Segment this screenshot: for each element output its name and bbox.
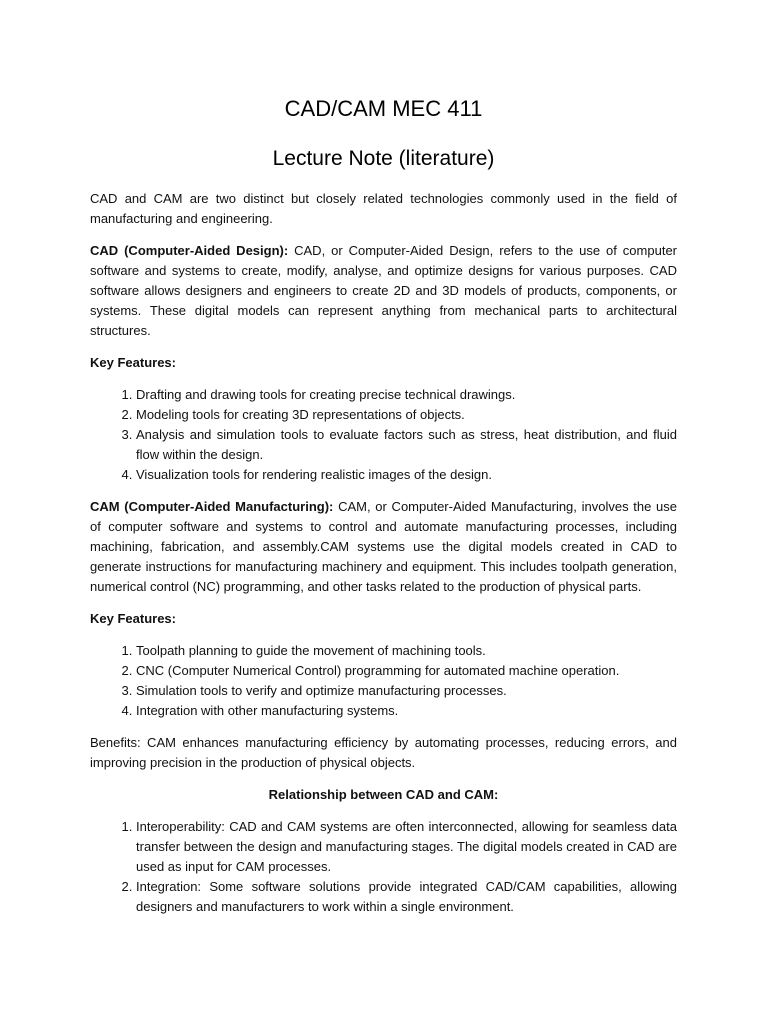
intro-paragraph: CAD and CAM are two distinct but closely related technologies commonly used in the field of manufacturing and engineering. (90, 191, 677, 226)
list-item: 4. Visualization tools for rendering realistic images of the design. (136, 465, 677, 485)
document-page (90, 94, 677, 929)
list-item: 1. Toolpath planning to guide the movement of machining tools. (136, 641, 677, 661)
list-item: 4. Integration with other manufacturing systems. (136, 701, 677, 721)
list-item: 3. Simulation tools to verify and optimize manufacturing processes. (136, 681, 677, 701)
list-item: 1. Drafting and drawing tools for creating precise technical drawings. (136, 385, 677, 405)
cad-body: CAD, or Computer-Aided Design, refers to the use of computer software and systems to create, modify, analyse, and optimize designs for various purposes. CAD software allows designers and engineers to create 2D and 3D models of products, components, or systems. These digital models can represent anything from mechanical parts to architectural structures. (90, 243, 677, 338)
cam-label: CAM (Computer-Aided Manufacturing): (90, 499, 334, 514)
cad-label: CAD (Computer-Aided Design): (90, 243, 289, 258)
list-item: 2. Integration: Some software solutions provide integrated CAD/CAM capabilities, allowing designers and manufacturers to work within a single environment. (136, 877, 677, 917)
cad-key-features-heading: Key Features: (90, 355, 176, 370)
benefits-paragraph: Benefits: CAM enhances manufacturing efficiency by automating processes, reducing errors, and improving precision in the production of physical objects. (90, 735, 677, 770)
list-item: 1. Interoperability: CAD and CAM systems are often interconnected, allowing for seamless data transfer between the design and manufacturing stages. The digital models created in CAD are used as input for CAM processes. (136, 817, 677, 877)
cam-body: CAM, or Computer-Aided Manufacturing, involves the use of computer software and systems to control and automate manufacturing processes, including machining, fabrication, and assembly.CAM systems use the digital models created in CAD to generate instructions for manufacturing machinery and equipment. This includes toolpath generation, numerical control (NC) programming, and other tasks related to the production of physical parts. (90, 499, 677, 594)
list-item: 3. Analysis and simulation tools to evaluate factors such as stress, heat distribution, and fluid flow within the design. (136, 425, 677, 465)
relationship-heading: Relationship between CAD and CAM: (268, 787, 499, 802)
cam-key-features-heading: Key Features: (90, 611, 176, 626)
list-item: 2. Modeling tools for creating 3D representations of objects. (136, 405, 677, 425)
document-title: CAD/CAM MEC 411 (284, 96, 483, 121)
list-item: 2. CNC (Computer Numerical Control) programming for automated machine operation. (136, 661, 677, 681)
cam-features-list (90, 641, 677, 721)
cad-features-list (90, 385, 677, 485)
document-subtitle: Lecture Note (literature) (272, 147, 495, 170)
cad-paragraph (90, 241, 677, 341)
relationship-list (90, 817, 677, 917)
cam-paragraph (90, 497, 677, 597)
